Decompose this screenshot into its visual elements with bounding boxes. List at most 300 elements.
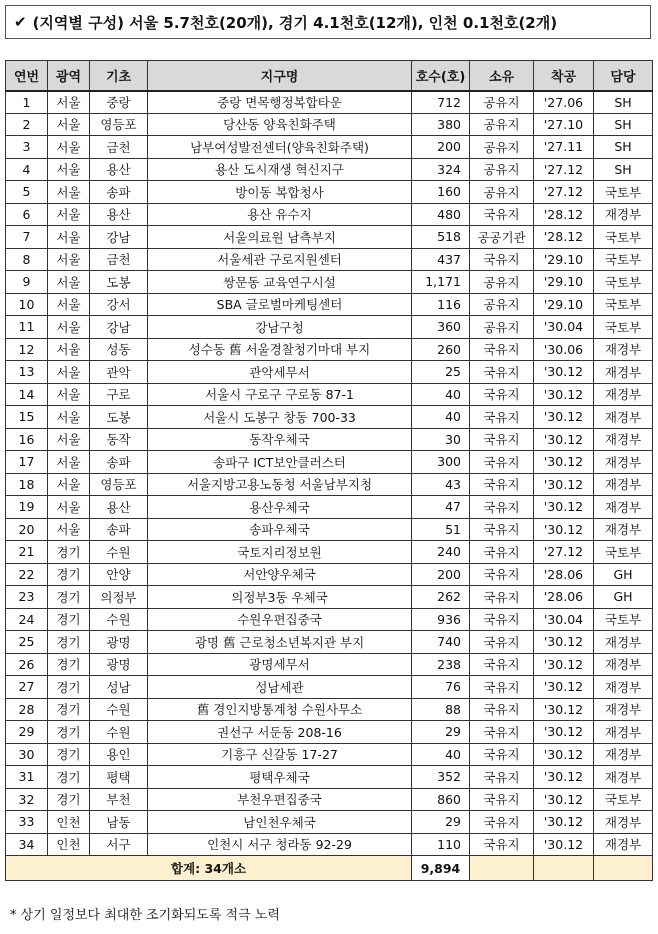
cell-ownership: 공유지 [470,113,534,136]
cell-ownership: 국유지 [470,743,534,766]
cell-agency: 국토부 [594,181,653,204]
cell-ownership: 국유지 [470,383,534,406]
header-ownership: 소유 [470,61,534,91]
cell-no: 34 [6,833,48,856]
table-row [6,293,653,316]
cell-agency: 재경부 [594,338,653,361]
cell-ownership: 공유지 [470,316,534,339]
cell-agency: SH [594,158,653,181]
table-row [6,113,653,136]
cell-site-name: 국토지리정보원 [148,541,412,564]
cell-start: '30.12 [534,676,594,699]
cell-region: 경기 [48,743,90,766]
cell-region: 서울 [48,248,90,271]
cell-start: '30.12 [534,766,594,789]
cell-site-name: 수원우편집중국 [148,608,412,631]
cell-district: 부천 [90,788,148,811]
cell-ownership: 국유지 [470,811,534,834]
cell-no: 19 [6,496,48,519]
cell-units: 160 [412,181,470,204]
cell-region: 서울 [48,406,90,429]
cell-site-name: 남부여성발전센터(양육친화주택) [148,136,412,159]
cell-agency: SH [594,136,653,159]
cell-region: 서울 [48,316,90,339]
total-empty-cell [534,856,594,881]
cell-units: 40 [412,406,470,429]
table-row [6,158,653,181]
cell-start: '30.12 [534,743,594,766]
cell-agency: SH [594,113,653,136]
cell-start: '27.12 [534,181,594,204]
cell-region: 서울 [48,518,90,541]
cell-agency: 재경부 [594,721,653,744]
cell-no: 21 [6,541,48,564]
cell-site-name: 서울세관 구로지원센터 [148,248,412,271]
cell-district: 동작 [90,428,148,451]
header-region: 광역 [48,61,90,91]
cell-units: 352 [412,766,470,789]
total-label: 합계: 34개소 [6,856,412,881]
cell-start: '30.12 [534,406,594,429]
cell-start: '27.12 [534,541,594,564]
cell-start: '28.12 [534,203,594,226]
cell-region: 서울 [48,451,90,474]
table-row [6,811,653,834]
table-row [6,496,653,519]
cell-no: 24 [6,608,48,631]
cell-site-name: 광명 舊 근로청소년복지관 부지 [148,631,412,654]
table-row [6,338,653,361]
cell-ownership: 국유지 [470,631,534,654]
cell-region: 서울 [48,203,90,226]
cell-ownership: 국유지 [470,676,534,699]
cell-units: 324 [412,158,470,181]
cell-units: 47 [412,496,470,519]
cell-ownership: 국유지 [470,766,534,789]
cell-region: 서울 [48,496,90,519]
cell-start: '30.12 [534,451,594,474]
cell-ownership: 공유지 [470,158,534,181]
cell-region: 경기 [48,721,90,744]
cell-region: 서울 [48,113,90,136]
cell-ownership: 공유지 [470,91,534,114]
cell-start: '29.10 [534,248,594,271]
cell-no: 6 [6,203,48,226]
cell-agency: 재경부 [594,743,653,766]
table-row [6,631,653,654]
total-row [6,856,653,881]
cell-site-name: 서울의료원 남측부지 [148,226,412,249]
cell-ownership: 국유지 [470,203,534,226]
cell-units: 76 [412,676,470,699]
cell-no: 32 [6,788,48,811]
cell-region: 인천 [48,833,90,856]
cell-district: 강남 [90,226,148,249]
cell-region: 경기 [48,631,90,654]
cell-agency: 국토부 [594,226,653,249]
cell-region: 서울 [48,158,90,181]
cell-units: 88 [412,698,470,721]
cell-region: 서울 [48,428,90,451]
cell-district: 수원 [90,698,148,721]
cell-agency: 재경부 [594,676,653,699]
cell-site-name: SBA 글로벌마케팅센터 [148,293,412,316]
cell-site-name: 광명세무서 [148,653,412,676]
cell-agency: 재경부 [594,473,653,496]
table-row [6,91,653,114]
cell-start: '28.12 [534,226,594,249]
cell-ownership: 국유지 [470,361,534,384]
cell-agency: 재경부 [594,496,653,519]
headline-box [5,5,651,39]
cell-units: 240 [412,541,470,564]
header-district: 기초 [90,61,148,91]
checkmark-icon: ✔ [14,13,27,31]
cell-ownership: 공유지 [470,293,534,316]
cell-units: 238 [412,653,470,676]
cell-district: 중랑 [90,91,148,114]
cell-district: 수원 [90,541,148,564]
total-empty-cell [470,856,534,881]
table-row [6,181,653,204]
cell-start: '30.12 [534,811,594,834]
cell-no: 12 [6,338,48,361]
table-row [6,361,653,384]
cell-no: 29 [6,721,48,744]
table-row [6,271,653,294]
cell-site-name: 서울지방고용노동청 서울남부지청 [148,473,412,496]
table-row [6,743,653,766]
table-row [6,653,653,676]
table-row [6,473,653,496]
table-row [6,226,653,249]
cell-start: '30.12 [534,361,594,384]
cell-site-name: 舊 경인지방통계청 수원사무소 [148,698,412,721]
cell-district: 용산 [90,203,148,226]
cell-ownership: 공유지 [470,181,534,204]
cell-start: '29.10 [534,271,594,294]
cell-region: 경기 [48,541,90,564]
cell-no: 28 [6,698,48,721]
cell-ownership: 국유지 [470,698,534,721]
cell-region: 경기 [48,788,90,811]
cell-no: 13 [6,361,48,384]
cell-district: 수원 [90,608,148,631]
table-row [6,721,653,744]
cell-district: 안양 [90,563,148,586]
cell-no: 22 [6,563,48,586]
cell-site-name: 중랑 면목행정복합타운 [148,91,412,114]
cell-region: 경기 [48,608,90,631]
cell-site-name: 서울시 도봉구 창동 700-33 [148,406,412,429]
table-row [6,316,653,339]
cell-units: 43 [412,473,470,496]
cell-agency: 재경부 [594,698,653,721]
total-empty-cell [594,856,653,881]
cell-district: 광명 [90,653,148,676]
cell-no: 1 [6,91,48,114]
cell-ownership: 국유지 [470,788,534,811]
cell-agency: 재경부 [594,451,653,474]
total-value: 9,894 [412,856,470,881]
cell-start: '27.12 [534,158,594,181]
cell-units: 29 [412,811,470,834]
cell-region: 서울 [48,226,90,249]
cell-units: 712 [412,91,470,114]
cell-no: 9 [6,271,48,294]
cell-district: 금천 [90,248,148,271]
header-start: 착공 [534,61,594,91]
cell-ownership: 공유지 [470,136,534,159]
cell-start: '29.10 [534,293,594,316]
table-row [6,248,653,271]
cell-district: 수원 [90,721,148,744]
cell-region: 인천 [48,811,90,834]
cell-district: 용산 [90,158,148,181]
cell-site-name: 관악세무서 [148,361,412,384]
cell-site-name: 평택우체국 [148,766,412,789]
cell-no: 27 [6,676,48,699]
header-site-name: 지구명 [148,61,412,91]
cell-no: 3 [6,136,48,159]
cell-agency: 국토부 [594,293,653,316]
cell-units: 360 [412,316,470,339]
cell-units: 740 [412,631,470,654]
table-row [6,451,653,474]
cell-units: 200 [412,136,470,159]
table-row [6,428,653,451]
cell-units: 262 [412,586,470,609]
cell-region: 경기 [48,563,90,586]
cell-region: 경기 [48,698,90,721]
cell-start: '30.12 [534,721,594,744]
cell-agency: 재경부 [594,406,653,429]
cell-units: 116 [412,293,470,316]
cell-start: '30.12 [534,428,594,451]
cell-ownership: 국유지 [470,518,534,541]
cell-site-name: 송파구 ICT보안클러스터 [148,451,412,474]
cell-district: 송파 [90,181,148,204]
cell-no: 8 [6,248,48,271]
footnote: * 상기 일정보다 최대한 조기화되도록 적극 노력 [10,908,280,923]
cell-units: 51 [412,518,470,541]
cell-agency: GH [594,563,653,586]
cell-start: '30.04 [534,608,594,631]
cell-no: 31 [6,766,48,789]
cell-no: 18 [6,473,48,496]
cell-start: '30.12 [534,833,594,856]
cell-region: 서울 [48,293,90,316]
table-row [6,541,653,564]
cell-site-name: 의정부3동 우체국 [148,586,412,609]
cell-no: 25 [6,631,48,654]
cell-district: 강남 [90,316,148,339]
cell-units: 1,171 [412,271,470,294]
cell-region: 서울 [48,361,90,384]
cell-no: 17 [6,451,48,474]
cell-units: 200 [412,563,470,586]
cell-region: 서울 [48,338,90,361]
cell-no: 16 [6,428,48,451]
cell-units: 25 [412,361,470,384]
cell-units: 260 [412,338,470,361]
cell-units: 300 [412,451,470,474]
cell-units: 480 [412,203,470,226]
cell-no: 33 [6,811,48,834]
cell-units: 30 [412,428,470,451]
cell-agency: SH [594,91,653,114]
table-row [6,766,653,789]
cell-agency: 재경부 [594,518,653,541]
cell-units: 29 [412,721,470,744]
cell-units: 40 [412,743,470,766]
cell-units: 110 [412,833,470,856]
cell-units: 40 [412,383,470,406]
cell-district: 송파 [90,518,148,541]
cell-start: '30.12 [534,473,594,496]
cell-start: '30.12 [534,518,594,541]
cell-agency: 국토부 [594,788,653,811]
cell-district: 서구 [90,833,148,856]
cell-ownership: 국유지 [470,608,534,631]
header-units: 호수(호) [412,61,470,91]
cell-region: 서울 [48,383,90,406]
cell-agency: 재경부 [594,631,653,654]
cell-district: 송파 [90,451,148,474]
cell-district: 성동 [90,338,148,361]
table-row [6,833,653,856]
cell-region: 서울 [48,271,90,294]
cell-start: '30.12 [534,788,594,811]
cell-agency: 국토부 [594,271,653,294]
cell-site-name: 용산우체국 [148,496,412,519]
cell-start: '30.12 [534,631,594,654]
cell-no: 30 [6,743,48,766]
cell-site-name: 권선구 서둔동 208-16 [148,721,412,744]
cell-start: '30.12 [534,653,594,676]
site-table [5,60,653,881]
cell-ownership: 공공기관 [470,226,534,249]
cell-site-name: 동작우체국 [148,428,412,451]
cell-district: 남동 [90,811,148,834]
cell-site-name: 용산 유수지 [148,203,412,226]
cell-ownership: 국유지 [470,563,534,586]
header-agency: 담당 [594,61,653,91]
cell-no: 14 [6,383,48,406]
cell-start: '27.11 [534,136,594,159]
cell-ownership: 국유지 [470,496,534,519]
cell-region: 경기 [48,653,90,676]
cell-ownership: 국유지 [470,451,534,474]
headline-text: (지역별 구성) 서울 5.7천호(20개), 경기 4.1천호(12개), 인천 0.1천호(2개) [32,13,558,32]
cell-units: 518 [412,226,470,249]
cell-site-name: 기흥구 신갈동 17-27 [148,743,412,766]
cell-district: 도봉 [90,271,148,294]
cell-site-name: 서안양우체국 [148,563,412,586]
cell-site-name: 서울시 구로구 구로동 87-1 [148,383,412,406]
cell-ownership: 국유지 [470,721,534,744]
cell-district: 금천 [90,136,148,159]
cell-district: 강서 [90,293,148,316]
table-row [6,608,653,631]
cell-district: 영등포 [90,113,148,136]
cell-region: 서울 [48,91,90,114]
cell-agency: 국토부 [594,248,653,271]
cell-agency: 국토부 [594,541,653,564]
table-row [6,136,653,159]
cell-no: 15 [6,406,48,429]
cell-ownership: 공유지 [470,271,534,294]
cell-agency: 재경부 [594,203,653,226]
cell-region: 서울 [48,473,90,496]
cell-no: 11 [6,316,48,339]
cell-agency: 재경부 [594,361,653,384]
cell-ownership: 국유지 [470,586,534,609]
cell-start: '30.12 [534,496,594,519]
table-row [6,518,653,541]
cell-agency: 재경부 [594,428,653,451]
cell-district: 의정부 [90,586,148,609]
cell-site-name: 쌍문동 교육연구시설 [148,271,412,294]
cell-ownership: 국유지 [470,248,534,271]
cell-agency: 재경부 [594,833,653,856]
cell-site-name: 부천우편집중국 [148,788,412,811]
cell-units: 860 [412,788,470,811]
cell-district: 용산 [90,496,148,519]
cell-region: 서울 [48,136,90,159]
cell-agency: 재경부 [594,766,653,789]
cell-site-name: 용산 도시재생 혁신지구 [148,158,412,181]
cell-agency: 재경부 [594,383,653,406]
cell-ownership: 국유지 [470,833,534,856]
cell-units: 936 [412,608,470,631]
table-row [6,406,653,429]
cell-ownership: 국유지 [470,338,534,361]
cell-no: 10 [6,293,48,316]
table-row [6,698,653,721]
cell-region: 경기 [48,766,90,789]
cell-district: 영등포 [90,473,148,496]
cell-agency: 국토부 [594,316,653,339]
table-row [6,203,653,226]
cell-district: 관악 [90,361,148,384]
cell-region: 경기 [48,676,90,699]
table-row [6,586,653,609]
cell-no: 5 [6,181,48,204]
cell-start: '30.04 [534,316,594,339]
cell-site-name: 성남세관 [148,676,412,699]
cell-no: 20 [6,518,48,541]
table-row [6,563,653,586]
cell-start: '27.10 [534,113,594,136]
cell-district: 평택 [90,766,148,789]
cell-district: 구로 [90,383,148,406]
cell-site-name: 당산동 양육친화주택 [148,113,412,136]
cell-agency: 국토부 [594,608,653,631]
cell-district: 광명 [90,631,148,654]
cell-agency: 재경부 [594,653,653,676]
header-no: 연번 [6,61,48,91]
cell-ownership: 국유지 [470,473,534,496]
cell-units: 380 [412,113,470,136]
table-row [6,788,653,811]
cell-site-name: 방이동 복합청사 [148,181,412,204]
cell-region: 경기 [48,586,90,609]
cell-ownership: 국유지 [470,653,534,676]
table-header-row [6,61,653,91]
cell-start: '27.06 [534,91,594,114]
cell-district: 도봉 [90,406,148,429]
